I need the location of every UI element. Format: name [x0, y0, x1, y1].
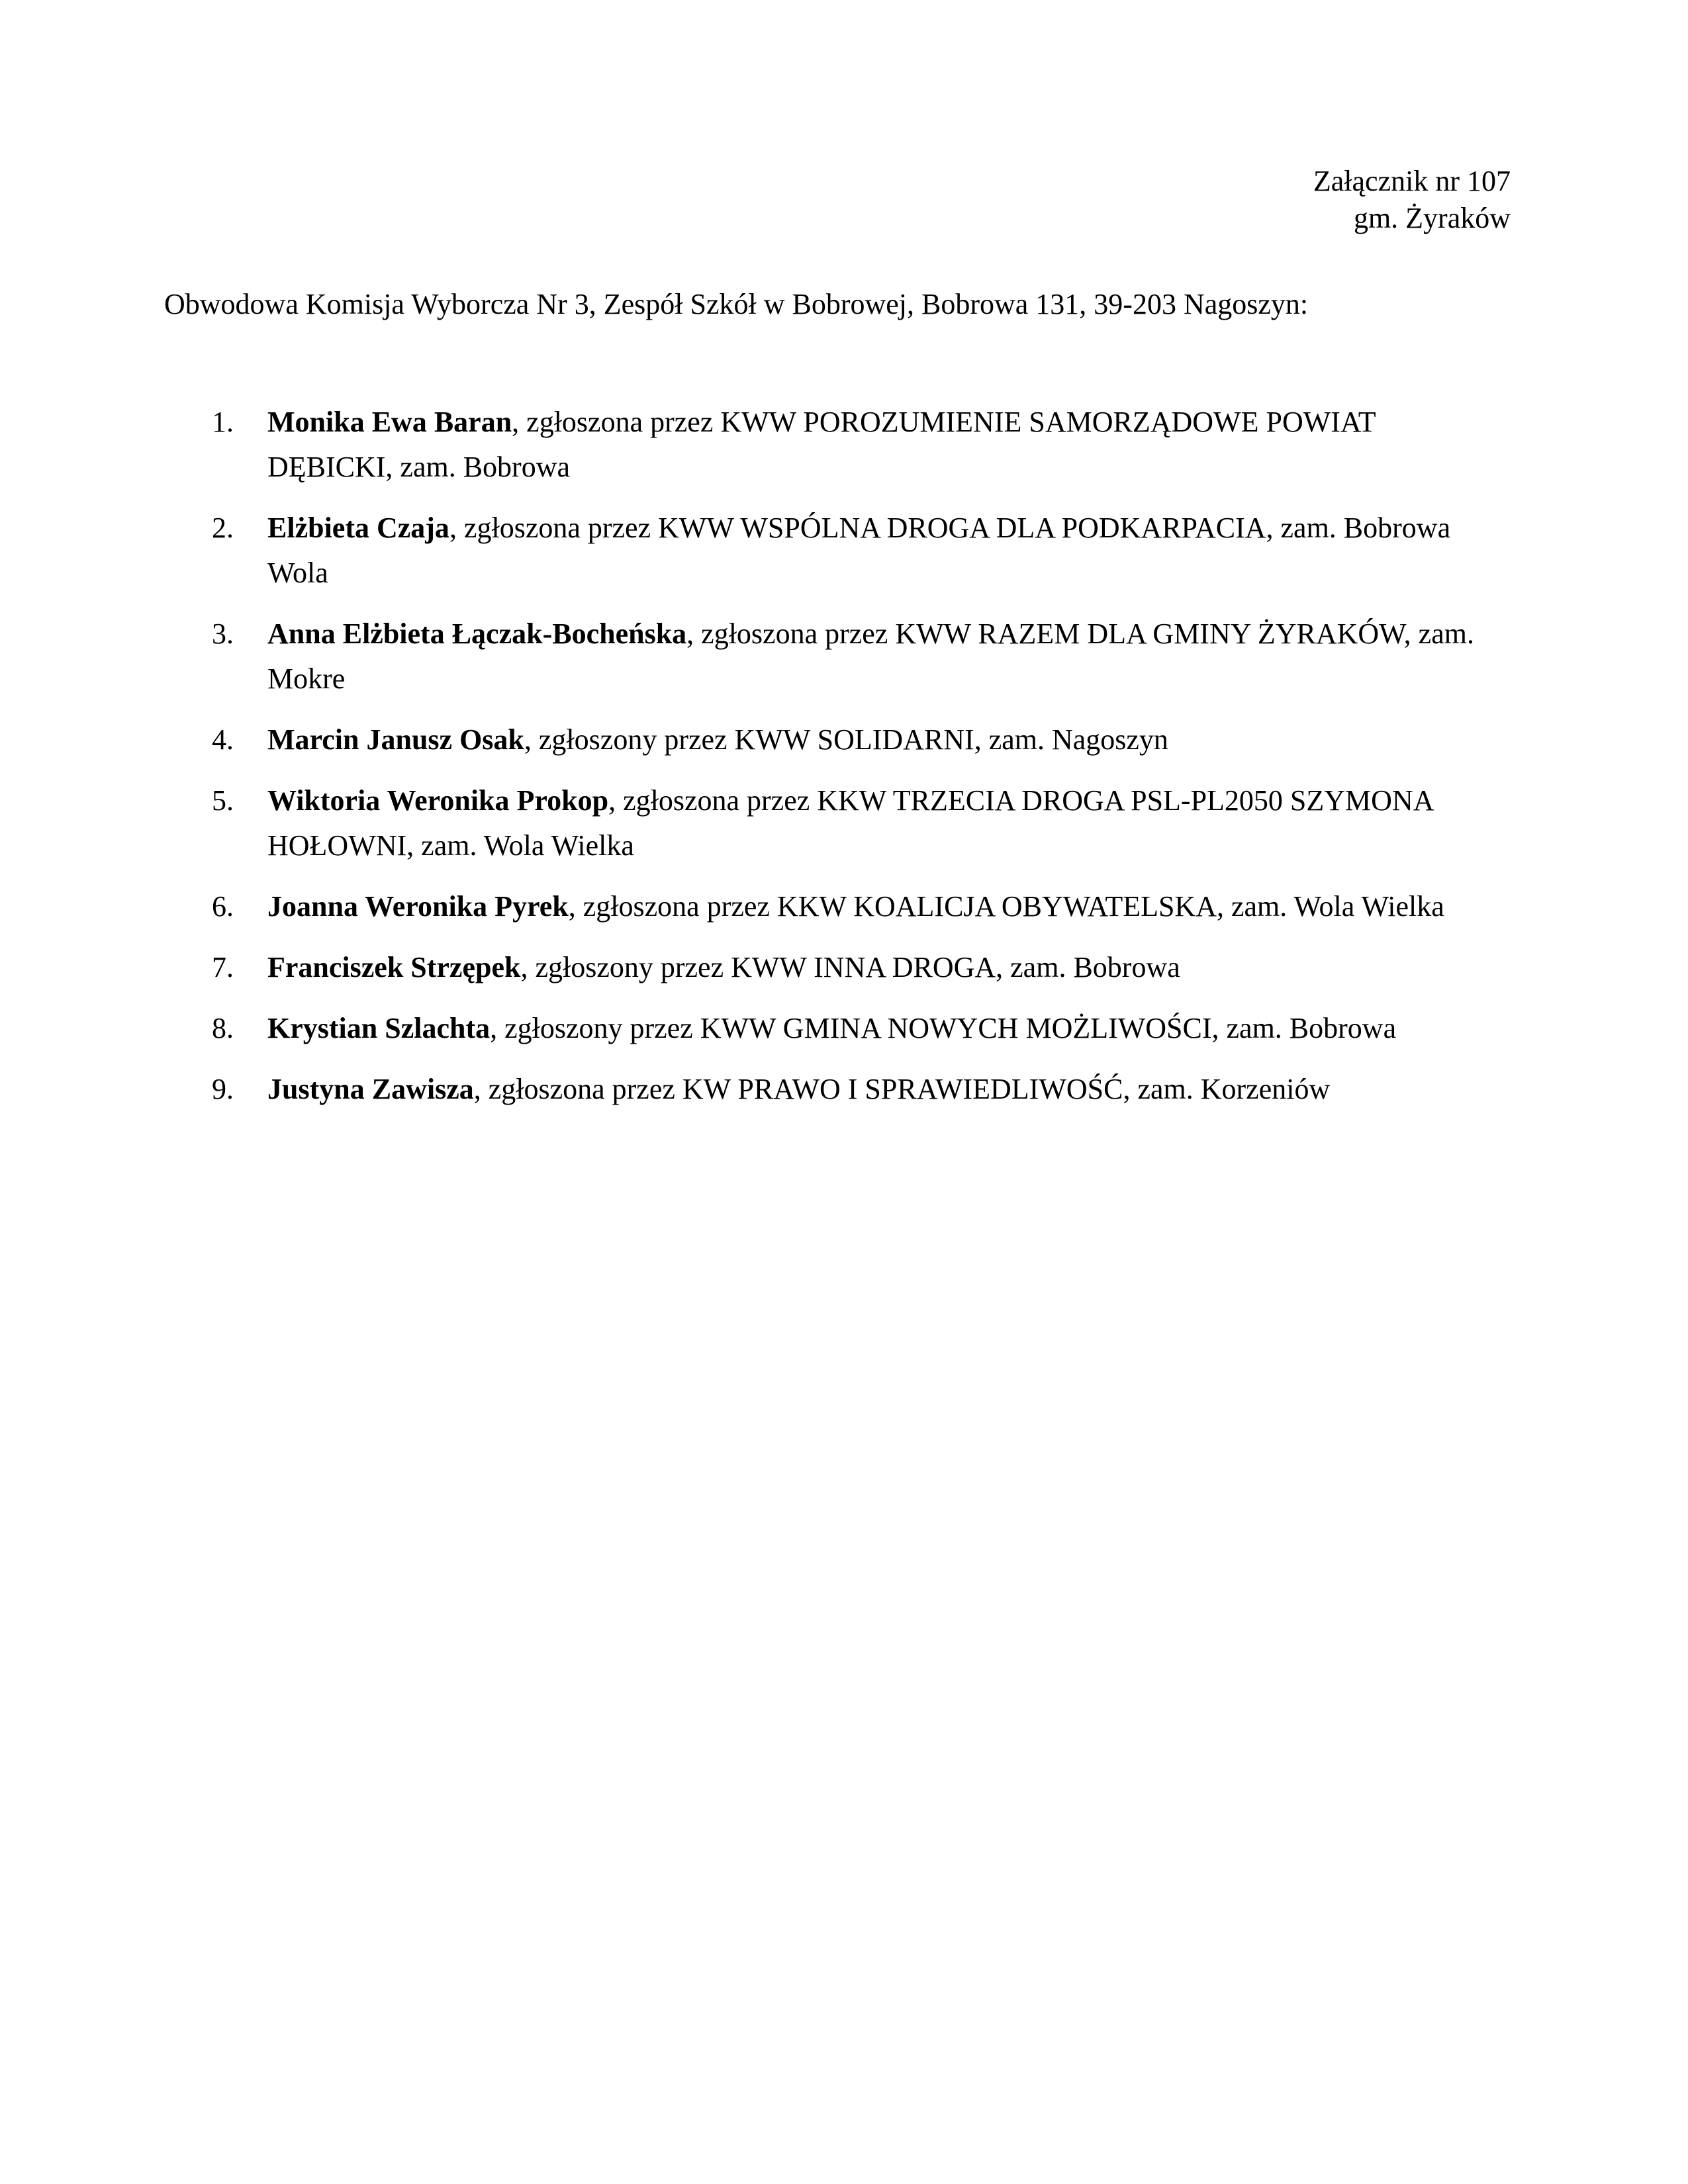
member-details: , zgłoszony przez KWW SOLIDARNI, zam. Nagoszyn — [524, 723, 1168, 756]
member-name: Krystian Szlachta — [267, 1012, 491, 1044]
member-name: Monika Ewa Baran — [267, 406, 512, 438]
attachment-number: Załącznik nr 107 — [1313, 165, 1511, 197]
list-item — [212, 884, 1496, 929]
member-details: , zgłoszona przez KWW POROZUMIENIE SAMORZĄDOWE POWIAT DĘBICKI, zam. Bobrowa — [267, 406, 1376, 483]
list-item — [212, 778, 1496, 868]
list-item — [212, 400, 1496, 490]
item-number: 9. — [212, 1073, 234, 1105]
member-details: , zgłoszona przez KW PRAWO I SPRAWIEDLIWOŚĆ, zam. Korzeniów — [473, 1073, 1331, 1105]
member-name: Anna Elżbieta Łączak-Bocheńska — [267, 617, 687, 650]
item-number: 2. — [212, 512, 234, 544]
item-number: 4. — [212, 723, 234, 756]
list-item — [212, 612, 1496, 702]
item-number: 6. — [212, 890, 234, 923]
member-details: , zgłoszona przez KWW RAZEM DLA GMINY ŻYRAKÓW, zam. Mokre — [267, 617, 1474, 695]
municipality: gm. Żyraków — [1353, 202, 1511, 234]
list-item — [212, 506, 1496, 596]
item-number: 1. — [212, 406, 234, 438]
member-name: Marcin Janusz Osak — [267, 723, 524, 756]
member-name: Wiktoria Weronika Prokop — [267, 784, 609, 817]
list-item — [212, 1067, 1496, 1112]
item-number: 5. — [212, 784, 234, 817]
member-details: , zgłoszona przez KWW WSPÓLNA DROGA DLA PODKARPACIA, zam. Bobrowa Wola — [267, 512, 1451, 589]
member-name: Franciszek Strzępek — [267, 951, 521, 983]
member-details: , zgłoszony przez KWW GMINA NOWYCH MOŻLIWOŚCI, zam. Bobrowa — [490, 1012, 1397, 1044]
list-item — [212, 717, 1496, 762]
member-list — [212, 400, 1496, 1128]
member-details: , zgłoszony przez KWW INNA DROGA, zam. Bobrowa — [520, 951, 1180, 983]
member-details: , zgłoszona przez KKW TRZECIA DROGA PSL-PL2050 SZYMONA HOŁOWNI, zam. Wola Wielka — [267, 784, 1433, 862]
attachment-header — [1313, 163, 1511, 237]
item-number: 7. — [212, 951, 234, 983]
commission-title: Obwodowa Komisja Wyborcza Nr 3, Zespół Szkół w Bobrowej, Bobrowa 131, 39-203 Nagoszyn: — [164, 288, 1309, 320]
list-item — [212, 945, 1496, 990]
member-name: Joanna Weronika Pyrek — [267, 890, 569, 923]
list-item — [212, 1006, 1496, 1051]
member-name: Elżbieta Czaja — [267, 512, 449, 544]
item-number: 3. — [212, 617, 234, 650]
member-name: Justyna Zawisza — [267, 1073, 474, 1105]
item-number: 8. — [212, 1012, 234, 1044]
member-details: , zgłoszona przez KKW KOALICJA OBYWATELSKA, zam. Wola Wielka — [568, 890, 1444, 923]
